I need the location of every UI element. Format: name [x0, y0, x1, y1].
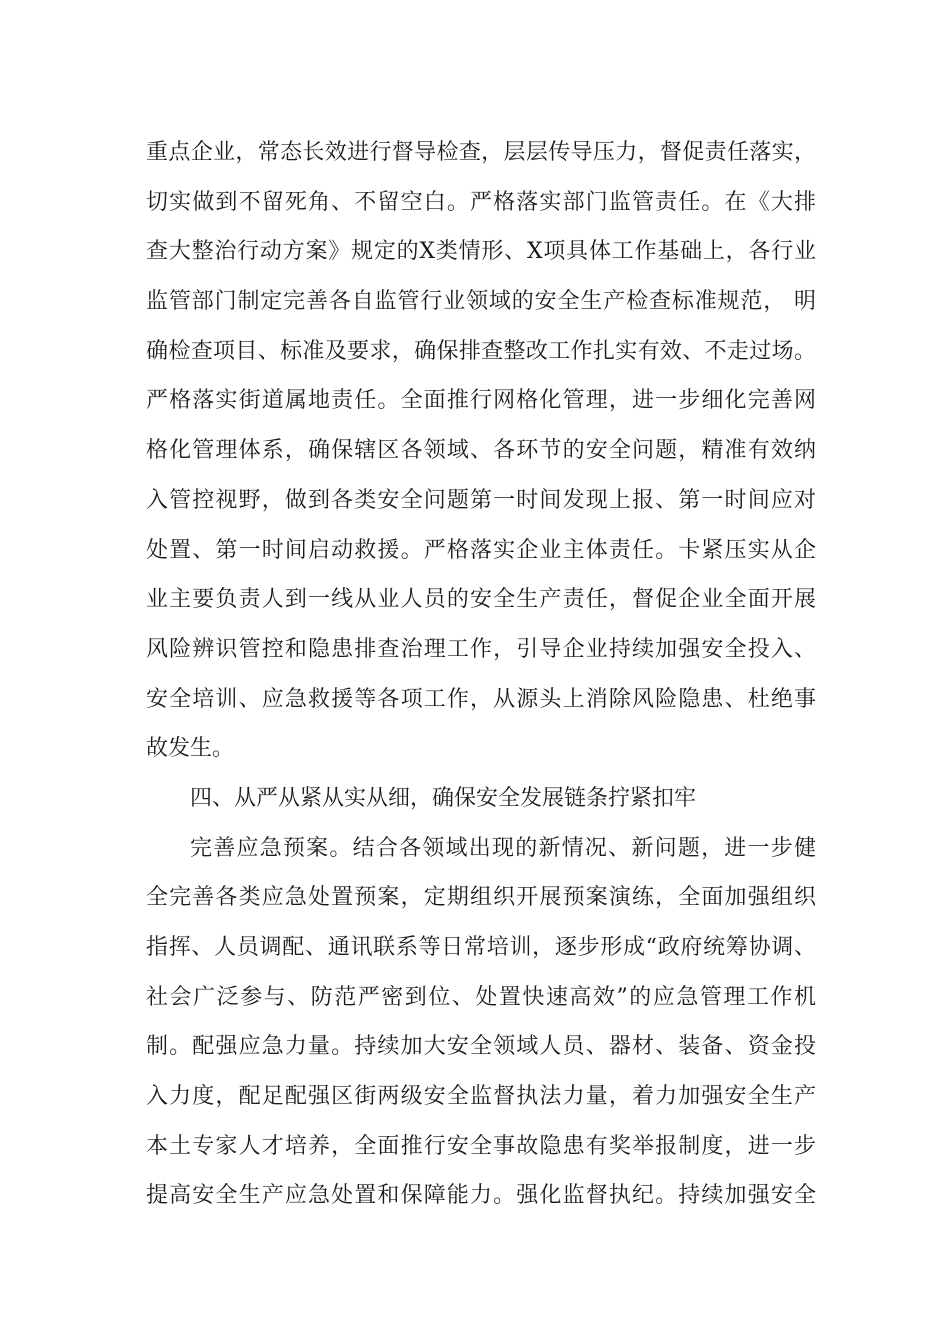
body-text [146, 128, 816, 1221]
text-line: 切实做到不留死角、不留空白。严格落实部门监管责任。在《大排 [146, 189, 816, 215]
text-line: 风险辨识管控和隐患排查治理工作，引导企业持续加强安全投入、 [146, 636, 816, 662]
text-line: 安全培训、应急救援等各项工作，从源头上消除风险隐患、杜绝事 [146, 686, 816, 712]
text-line: 确检查项目、标准及要求，确保排查整改工作扎实有效、不走过场。 [146, 338, 816, 364]
text-line: 本土专家人才培养，全面推行安全事故隐患有奖举报制度，进一步 [146, 1133, 816, 1159]
text-line: 业主要负责人到一线从业人员的安全生产责任，督促企业全面开展 [146, 587, 816, 613]
text-line: 监管部门制定完善各自监管行业领域的安全生产检查标准规范， 明 [146, 289, 816, 315]
text-line: 提高安全生产应急处置和保障能力。强化监督执纪。持续加强安全 [146, 1183, 816, 1209]
text-line: 制。配强应急力量。持续加大安全领域人员、器材、装备、资金投 [146, 1034, 816, 1060]
text-line: 入力度，配足配强区街两级安全监督执法力量，着力加强安全生产 [146, 1084, 816, 1110]
text-line: 指挥、人员调配、通讯联系等日常培训，逐步形成“政府统筹协调、 [146, 935, 816, 960]
text-line: 处置、第一时间启动救援。严格落实企业主体责任。卡紧压实从企 [146, 537, 816, 563]
text-line: 严格落实街道属地责任。全面推行网格化管理，进一步细化完善网 [146, 388, 816, 414]
text-line: 查大整治行动方案》规定的X类情形、X项具体工作基础上，各行业 [146, 239, 816, 265]
paragraph-first-line: 完善应急预案。结合各领域出现的新情况、新问题，进一步健 [190, 835, 816, 861]
section-heading: 四、从严从紧从实从细，确保安全发展链条拧紧扣牢 [190, 785, 697, 811]
text-line: 入管控视野，做到各类安全问题第一时间发现上报、第一时间应对 [146, 487, 816, 513]
text-line: 社会广泛参与、防范严密到位、处置快速高效”的应急管理工作机 [146, 984, 816, 1010]
text-line: 全完善各类应急处置预案，定期组织开展预案演练，全面加强组织 [146, 885, 816, 911]
text-line: 格化管理体系，确保辖区各领域、各环节的安全问题，精准有效纳 [146, 438, 816, 464]
paragraph-end-line: 故发生。 [146, 736, 235, 762]
text-line: 重点企业，常态长效进行督导检查，层层传导压力，督促责任落实， [146, 140, 816, 165]
